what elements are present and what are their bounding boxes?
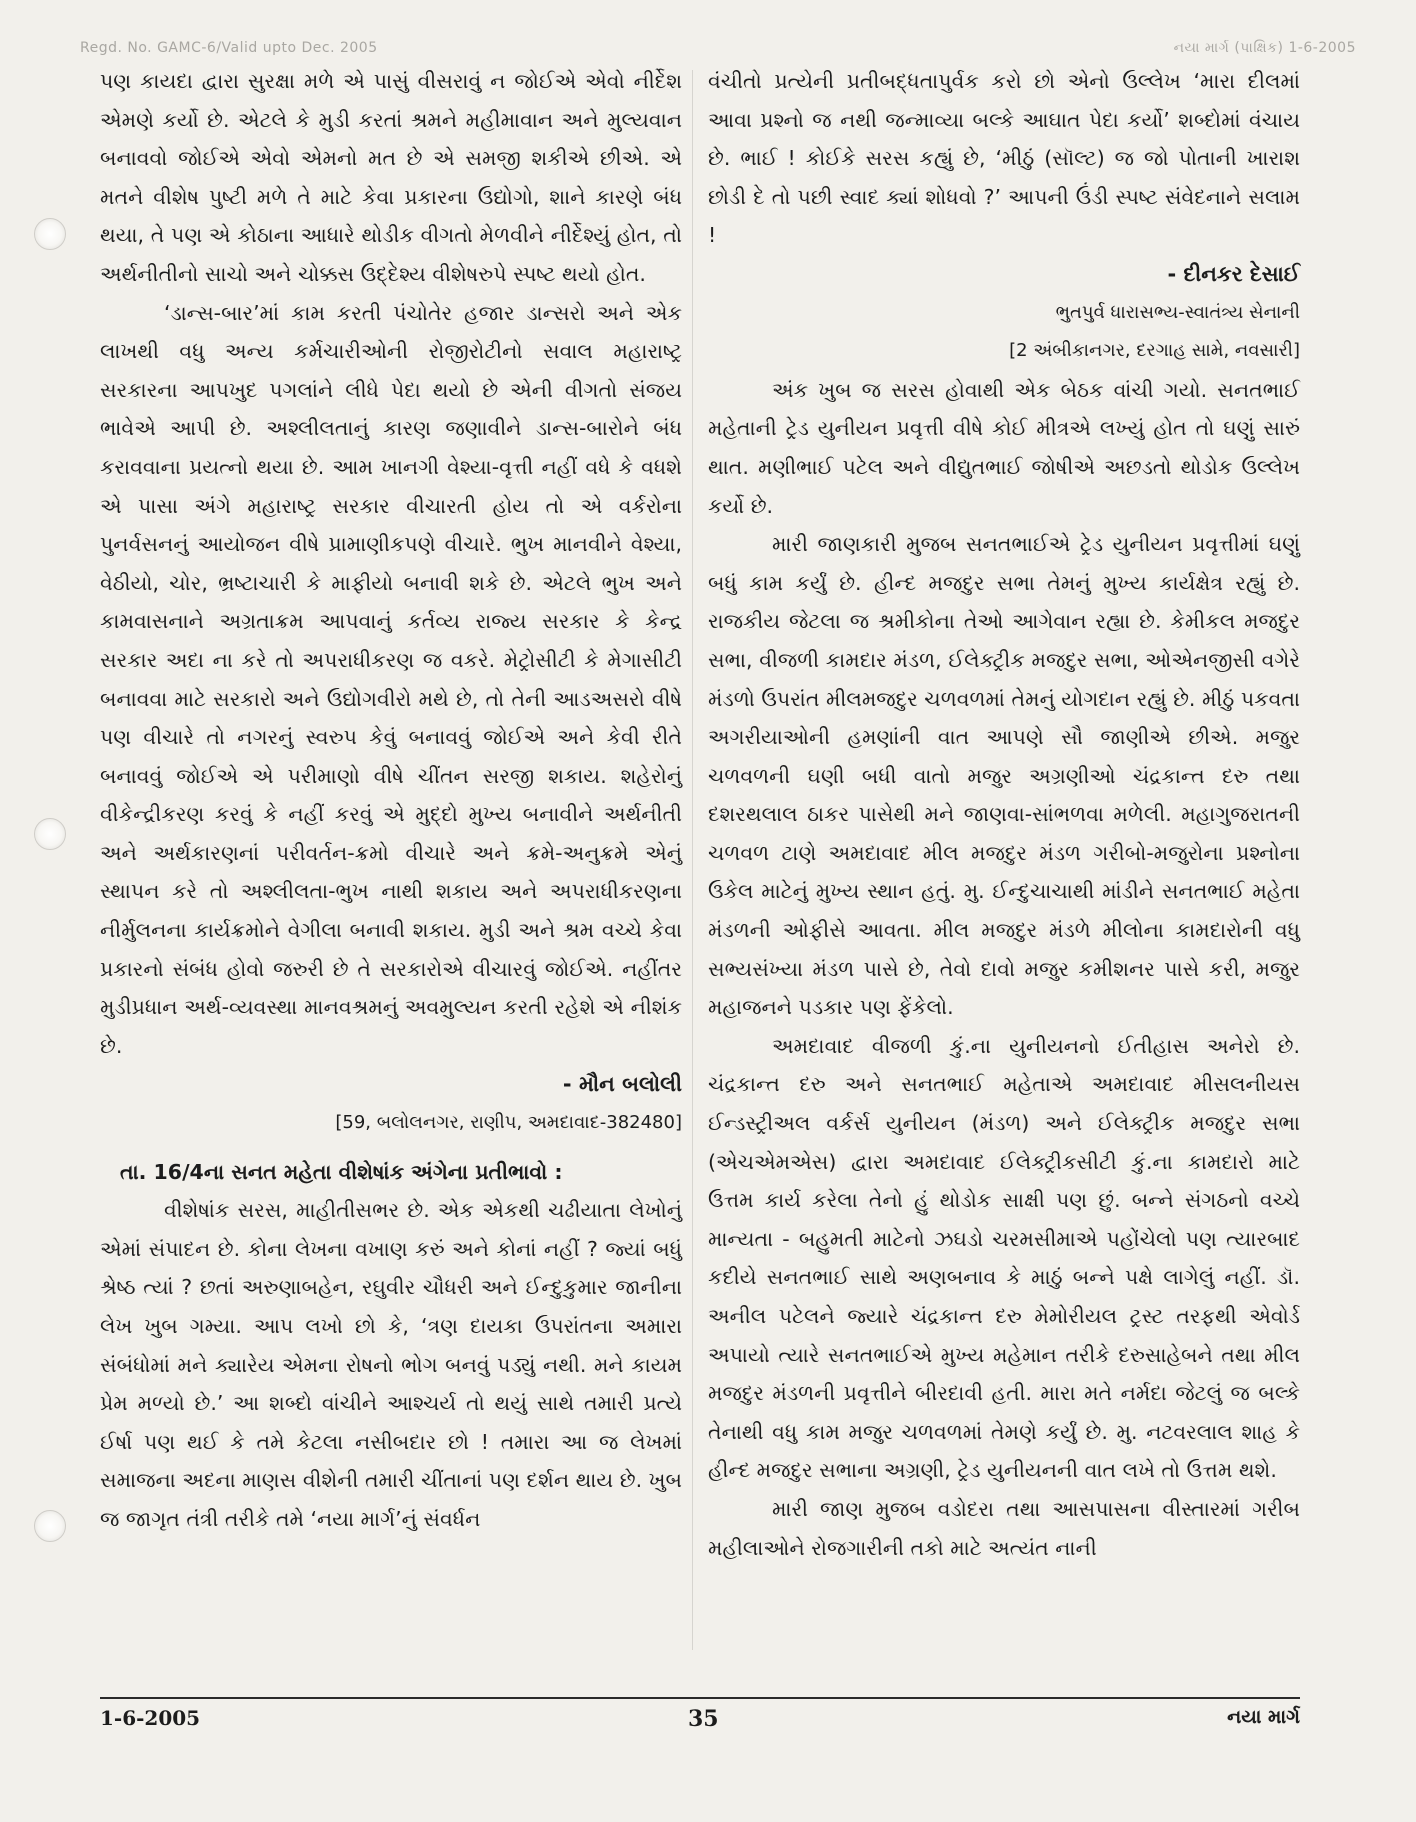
left-paragraph-3: વીશેષાંક સરસ, માહીતીસભર છે. એક એકથી ચઢીયાતા લેખોનું એમાં સંપાદન છે. કોના લેખના વખાણ કરું અને કોનાં નહીં ? જ્યાં બધું શ્રેષ્ઠ ત્યાં ? છતાં અરુણાબહેન, રઘુવીર ચૌધરી અને ઈન્દુકુમાર જાનીના લેખ ખુબ ગમ્યા. આપ લખો છો કે, ‘ત્રણ દાયકા ઉપરાંતના અમારા સંબંધોમાં મને ક્યારેય એમના રોષનો ભોગ બનવું પડ્યું નથી. મને કાયમ પ્રેમ મળ્યો છે.’ આ શબ્દો વાંચીને આશ્ચર્ય તો થયું સાથે તમારી પ્રત્યે ઈર્ષા પણ થઈ કે તમે કેટલા નસીબદાર છો ! તમારા આ જ લેખમાં સમાજના અદના માણસ વીશેની તમારી ચીંતાનાં પણ દર્શન થાય છે. ખુબ જ જાગૃત તંત્રી તરીકે તમે ‘નયા માર્ગ’નું સંવર્ધન — [100, 1198, 682, 1531]
section-heading: તા. 16/4ના સનત મહેતા વીશેષાંક અંગેના પ્રતીભાવો : — [120, 1159, 563, 1184]
right-paragraph-4: અમદાવાદ વીજળી કું.ના યુનીયનનો ઈતીહાસ અનેરો છે. ચંદ્રકાન્ત દરુ અને સનતભાઈ મહેતાએ અમદાવાદ મીસલનીયસ ઈન્ડસ્ટ્રીઅલ વર્કર્સ યુનીયન (મંડળ) અને ઈલેક્ટ્રીક મજદુર સભા (એચએમએસ) દ્વારા અમદાવાદ ઈલેક્ટ્રીકસીટી કું.ના કામદારો માટે ઉત્તમ કાર્ય કરેલા તેનો હું થોડોક સાક્ષી પણ છું. બન્ને સંગઠનો વચ્ચે માન્યતા - બહુમતી માટેનો ઝઘડો ચરમસીમાએ પહોંચેલો પણ ત્યારબાદ કદીયે સનતભાઈ સાથે અણબનાવ કે માઠું બન્ને પક્ષે લાગેલું નહીં. ડૉ. અનીલ પટેલને જ્યારે ચંદ્રકાન્ત દરુ મેમોરીયલ ટ્રસ્ટ તરફથી એવોર્ડ અપાયો ત્યારે સનતભાઈએ મુખ્ય મહેમાન તરીકે દરુસાહેબને તથા મીલ મજદુર મંડળની પ્રવૃત્તીને બીરદાવી હતી. મારા મતે નર્મદા જેટલું જ બલ્કે તેનાથી વધુ કામ મજુર ચળવળમાં તેમણે કર્યું છે. મુ. નટવરલાલ શાહ કે હીન્દ મજદુર સભાના અગ્રણી, ટ્રેડ યુનીયનની વાત લખે તો ઉત્તમ થશે. — [708, 1033, 1300, 1483]
spacer — [100, 1143, 682, 1153]
signature-title: ભુતપુર્વ ધારાસભ્ય-સ્વાતંત્ર્ય સેનાની — [1055, 301, 1300, 323]
left-column — [100, 62, 682, 1539]
right-paragraph-5: મારી જાણ મુજબ વડોદરા તથા આસપાસના વીસ્તારમાં ગરીબ મહીલાઓને રોજગારીની તકો માટે અત્યંત નાની — [708, 1496, 1300, 1560]
show-through-header-left: Regd. No. GAMC-6/Valid upto Dec. 2005 — [80, 40, 378, 56]
footer-date: 1-6-2005 — [100, 1706, 201, 1730]
punch-hole-bottom — [34, 1510, 66, 1542]
left-paragraph-2: ‘ડાન્સ-બાર’માં કામ કરતી પંચોતેર હજાર ડાન્સરો અને એક લાખથી વધુ અન્ય કર્મચારીઓની રોજીરોટીનો સવાલ મહારાષ્ટ્ર સરકારના આપખુદ પગલાંને લીધે પેદા થયો છે એની વીગતો સંજય ભાવેએ આપી છે. અશ્લીલતાનું કારણ જણાવીને ડાન્સ-બારોને બંધ કરાવવાના પ્રયત્નો થયા છે. આમ ખાનગી વેશ્યા-વૃત્તી નહીં વધે કે વધશે એ પાસા અંગે મહારાષ્ટ્ર સરકાર વીચારતી હોય તો એ વર્કરોના પુનર્વસનનું આયોજન વીષે પ્રામાણીકપણે વીચારે. ભુખ માનવીને વેશ્યા, વેઠીયો, ચોર, ભ્રષ્ટાચારી કે માફીયો બનાવી શકે છે. એટલે ભુખ અને કામવાસનાને અગ્રતાક્રમ આપવાનું કર્તવ્ય રાજ્ય સરકાર કે કેન્દ્ર સરકાર અદા ના કરે તો અપરાધીકરણ જ વકરે. મેટ્રોસીટી કે મેગાસીટી બનાવવા માટે સરકારો અને ઉદ્યોગવીરો મથે છે, તો તેની આડઅસરો વીષે પણ વીચારે તો નગરનું સ્વરુપ કેવું બનાવવું જોઈએ અને કેવી રીતે બનાવવું જોઈએ એ પરીમાણો વીષે ચીંતન સરજી શકાય. શહેરોનું વીકેન્દ્રીકરણ કરવું કે નહીં કરવું એ મુદ્દો મુખ્ય બનાવીને અર્થનીતી અને અર્થકારણનાં પરીવર્તન-ક્રમો વીચારે અને ક્રમે-અનુક્રમે એનું સ્થાપન કરે તો અશ્લીલતા-ભુખ નાથી શકાય અને અપરાધીકરણના નીર્મુલનના કાર્યક્રમોને વેગીલા બનાવી શકાય. મુડી અને શ્રમ વચ્ચે કેવા પ્રકારનો સંબંધ હોવો જરુરી છે તે સરકારોએ વીચારવું જોઈએ. નહીંતર મુડીપ્રધાન અર્થ-વ્યવસ્થા માનવશ્રમનું અવમુલ્યન કરતી રહેશે એ નીશંક છે. — [100, 300, 682, 1058]
page-number: 35 — [688, 1706, 719, 1732]
address-maun-baloli: [59, બલોલનગર, રાણીપ, અમદાવાદ-382480] — [335, 1112, 682, 1134]
punch-hole-middle — [34, 818, 66, 850]
right-paragraph-2: અંક ખુબ જ સરસ હોવાથી એક બેઠક વાંચી ગયો. સનતભાઈ મહેતાની ટ્રેડ યુનીયન પ્રવૃત્તી વીષે કોઈ મીત્રએ લખ્યું હોત તો ઘણું સારું થાત. મણીભાઈ પટેલ અને વીદ્યુતભાઈ જોષીએ અછડતો થોડોક ઉલ્લેખ કર્યો છે. — [708, 377, 1300, 518]
column-divider — [692, 70, 693, 1650]
punch-hole-top — [34, 218, 66, 250]
footer-rule — [100, 1697, 1300, 1699]
right-column — [708, 62, 1300, 1567]
signature-maun-baloli: - મૌન બલોલી — [562, 1072, 682, 1097]
address-dinkar-desai: [2 અંબીકાનગર, દરગાહ સામે, નવસારી] — [1009, 340, 1300, 362]
signature-dinkar-desai: - દીનકર દેસાઈ — [1167, 261, 1300, 286]
magazine-name: નયા માર્ગ — [1227, 1706, 1300, 1728]
right-paragraph-3: મારી જાણકારી મુજબ સનતભાઈએ ટ્રેડ યુનીયન પ્રવૃત્તીમાં ઘણું બધું કામ કર્યું છે. હીન્દ મજદુર સભા તેમનું મુખ્ય કાર્યક્ષેત્ર રહ્યું છે. રાજકીય જેટલા જ શ્રમીકોના તેઓ આગેવાન રહ્યા છે. કેમીકલ મજદુર સભા, વીજળી કામદાર મંડળ, ઈલેક્ટ્રીક મજદુર સભા, ઓએનજીસી વગેરે મંડળો ઉપરાંત મીલમજદુર ચળવળમાં તેમનું યોગદાન રહ્યું છે. મીઠું પકવતા અગરીયાઓની હમણાંની વાત આપણે સૌ જાણીએ છીએ. મજુર ચળવળની ઘણી બધી વાતો મજુર અગ્રણીઓ ચંદ્રકાન્ત દરુ તથા દશરથલાલ ઠાકર પાસેથી મને જાણવા-સાંભળવા મળેલી. મહાગુજરાતની ચળવળ ટાણે અમદાવાદ મીલ મજદુર મંડળ ગરીબો-મજુરોના પ્રશ્નોના ઉકેલ માટેનું મુખ્ય સ્થાન હતું. મુ. ઈન્દુચાચાથી માંડીને સનતભાઈ મહેતા મંડળની ઓફીસે આવતા. મીલ મજદુર મંડળે મીલોના કામદારોની વધુ સભ્યસંખ્યા મંડળ પાસે છે, તેવો દાવો મજુર કમીશનર પાસે કરી, મજુર મહાજનને પડકાર પણ ફેંકેલો. — [708, 532, 1300, 1020]
right-paragraph-1: વંચીતો પ્રત્યેની પ્રતીબદ્ધતાપુર્વક કરો છો એનો ઉલ્લેખ ‘મારા દીલમાં આવા પ્રશ્નો જ નથી જન્માવ્યા બલ્કે આઘાત પેદા કર્યો’ શબ્દોમાં વંચાય છે. ભાઈ ! કોઈકે સરસ કહ્યું છે, ‘મીઠું (સૉલ્ટ) જ જો પોતાની ખારાશ છોડી દે તો પછી સ્વાદ ક્યાં શોધવો ?’ આપની ઉંડી સ્પષ્ટ સંવેદનાને સલામ ! — [708, 69, 1300, 248]
left-paragraph-1: પણ કાયદા દ્વારા સુરક્ષા મળે એ પાસું વીસરાવું ન જોઈએ એવો નીર્દેશ એમણે કર્યો છે. એટલે કે મુડી કરતાં શ્રમને મહીમાવાન અને મુલ્યવાન બનાવવો જોઈએ એવો એમનો મત છે એ સમજી શકીએ છીએ. એ મતને વીશેષ પુષ્ટી મળે તે માટે કેવા પ્રકારના ઉદ્યોગો, શાને કારણે બંધ થયા, તે પણ એ કોઠાના આધારે થોડીક વીગતો મેળવીને નીર્દેશ્યું હોત, તો અર્થનીતીનો સાચો અને ચોક્કસ ઉદ્દેશ્ય વીશેષરુપે સ્પષ્ટ થયો હોત. — [100, 69, 682, 286]
show-through-header-right: નયા માર્ગ (પાક્ષિક) 1-6-2005 — [1173, 40, 1356, 56]
